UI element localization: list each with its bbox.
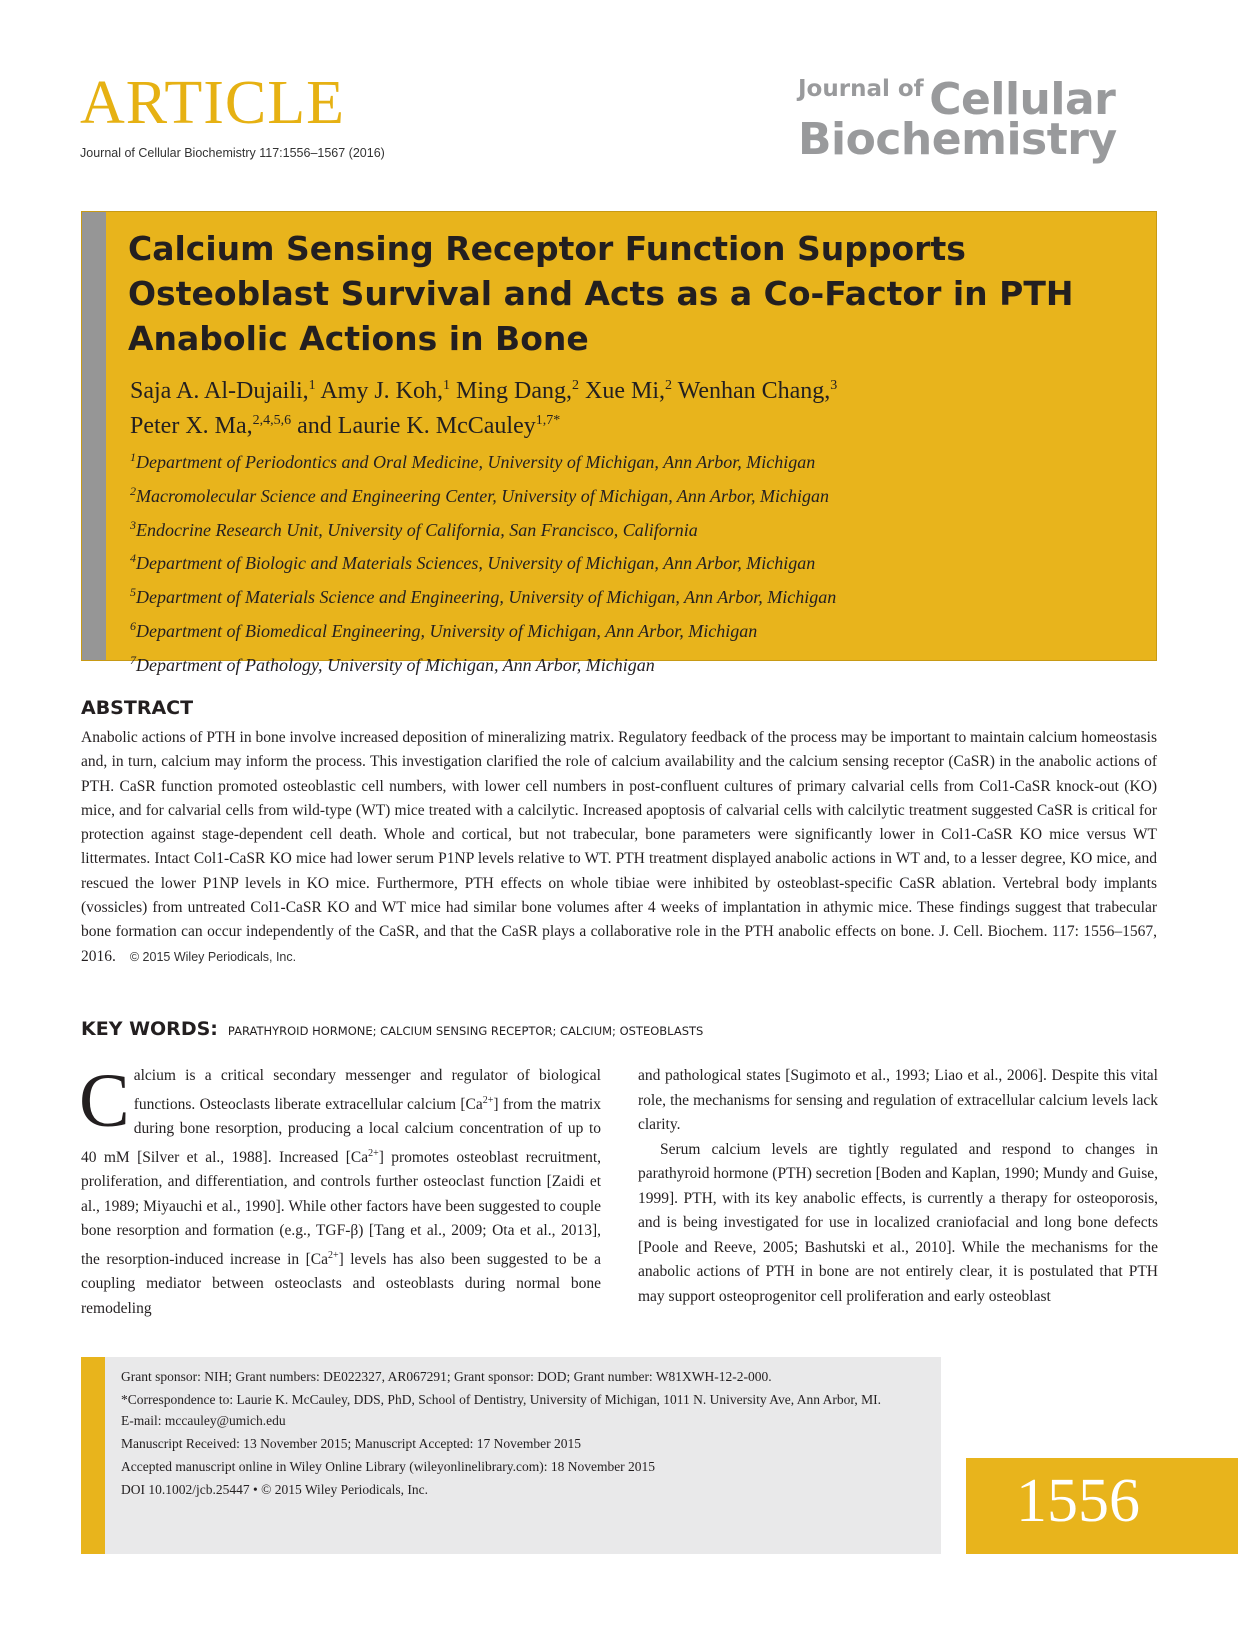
author-list xyxy=(130,371,1130,441)
body-paragraph: Serum calcium levels are tightly regulated and respond to changes in parathyroid hormone (PTH) secretion [Boden and Kaplan, 1990; Mundy and Guise, 1999]. PTH, with its key anabolic effects, is currently a therapy for osteoporosis, and is being investigated for use in localized craniofacial and long bone defects [Poole and Reeve, 2005; Bashutski et al., 2010]. While the mechanisms for the anabolic actions of PTH in bone are not entirely clear, it is postulated that PTH may support osteoprogenitor cell proliferation and early osteoblast xyxy=(638,1140,1158,1305)
body-column-left xyxy=(79,1059,602,1321)
logo-journal-of: Journal of xyxy=(798,76,924,102)
body-paragraph: Calcium is a critical secondary messenger and regulator of biological functions. Osteoclasts liberate extracellular calcium $[Ca^{2+}]$ from the matrix during bone resorption, producing a local calcium concentration of up to 40 mM [Silver et al., 1988]. Increased $[Ca^{2+}]$ promotes osteoblast recruitment, proliferation, and differentiation, and controls further osteoclast function [Zaidi et al., 1989; Miyauchi et al., 1990]. While other factors have been suggested to couple bone resorption and formation (e.g., TGF-β) [Tang et al., 2009; Ota et al., 2013], the resorption-induced increase in $[Ca^{2+}]$ levels has also been suggested to be a coupling mediator between osteoclasts and osteoblasts during normal bone remodeling xyxy=(79,1059,602,1317)
author: Peter X. Ma,$^{2,4,5,6}$ xyxy=(130,413,292,439)
online-note: Accepted manuscript online in Wiley Online Library (wileyonlinelibrary.com): 18 November 2015 xyxy=(121,1459,656,1475)
page-number: 1556 xyxy=(1016,1467,1140,1535)
title-box xyxy=(81,211,1157,675)
grant-note: Grant sponsor: NIH; Grant numbers: DE022327, AR067291; Grant sponsor: DOD; Grant number: W81XWH-12-2-000. xyxy=(121,1369,772,1384)
doi-note: DOI 10.1002/jcb.25447 • © 2015 Wiley Periodicals, Inc. xyxy=(121,1482,429,1498)
author: Xue Mi,$^2$ xyxy=(585,378,673,404)
affiliation-list xyxy=(130,443,1140,680)
footnote-accent-bar xyxy=(81,1357,105,1554)
keywords xyxy=(81,1018,1157,1040)
footnote-box xyxy=(81,1357,941,1554)
article-label: ARTICLE xyxy=(80,69,346,137)
title-box-accent-bar xyxy=(82,212,106,660)
affiliation: $^6$Department of Biomedical Engineering, University of Michigan, Ann Arbor, Michigan xyxy=(130,618,758,641)
affiliation: $^7$Department of Pathology, University of Michigan, Ann Arbor, Michigan xyxy=(130,652,655,675)
journal-logo xyxy=(798,74,1168,165)
affiliation: $^5$Department of Materials Science and Engineering, University of Michigan, Ann Arbor, Michigan xyxy=(130,585,837,608)
author: Saja A. Al-Dujaili,$^1$ xyxy=(130,378,316,404)
abstract-copyright: © 2015 Wiley Periodicals, Inc. xyxy=(129,949,297,964)
drop-cap: C xyxy=(79,1059,130,1143)
author: Ming Dang,$^2$ xyxy=(456,378,580,404)
correspondence-note: *Correspondence to: Laurie K. McCauley, DDS, PhD, School of Dentistry, University of Michigan, 1011 N. University Ave, Ann Arbor, MI. xyxy=(121,1392,881,1408)
affiliation: $^4$Department of Biologic and Materials Sciences, University of Michigan, Ann Arbor, Michigan xyxy=(130,551,816,574)
author: Amy J. Koh,$^1$ xyxy=(320,378,451,404)
logo-biochemistry: Biochemistry xyxy=(798,114,1117,165)
affiliation: $^1$Department of Periodontics and Oral Medicine, University of Michigan, Ann Arbor, Michigan xyxy=(130,450,816,472)
body-column-right xyxy=(638,1064,1158,1309)
journal-citation: Journal of Cellular Biochemistry 117:1556–1567 (2016) xyxy=(80,146,385,160)
author: Wenhan Chang,$^3$ xyxy=(677,378,838,404)
keywords-label: KEY WORDS: xyxy=(81,1018,218,1040)
abstract-heading: ABSTRACT xyxy=(81,697,194,719)
author: and Laurie K. McCauley$^{1,7*}$ xyxy=(297,413,561,439)
email-note: E-mail: mccauley@umich.edu xyxy=(121,1412,286,1428)
article-title: Calcium Sensing Receptor Function Supports Osteoblast Survival and Acts as a Co-Factor in PTH Anabolic Actions in Bone xyxy=(128,229,1074,358)
abstract-text: Anabolic actions of PTH in bone involve increased deposition of mineralizing matrix. Regulatory feedback of the process may be important to maintain calcium homeostasis and, in turn, calcium may inform the process. This investigation clarified the role of calcium availability and the calcium sensing receptor (CaSR) in the anabolic actions of PTH. CaSR function promoted osteoblastic cell numbers, with lower cell numbers in post-confluent cultures of primary calvarial cells from Col1-CaSR knock-out (KO) mice, and for calvarial cells from wild-type (WT) mice treated with a calcilytic. Increased apoptosis of calvarial cells with calcilytic treatment suggested CaSR is critical for protection against stage-dependent cell death. Whole and cortical, but not trabecular, bone parameters were significantly lower in Col1-CaSR KO mice versus WT littermates. Intact Col1-CaSR KO mice had lower serum P1NP levels relative to WT. PTH treatment displayed anabolic actions in WT and, to a lesser degree, KO mice, and rescued the lower P1NP levels in KO mice. Furthermore, PTH effects on whole tibiae were inhibited by osteoblast-specific CaSR ablation. Vertebral body implants (vossicles) from untreated Col1-CaSR KO and WT mice had similar bone volumes after 4 weeks of implantation in athymic mice. These findings suggest that trabecular bone formation can occur independently of the CaSR, and that the CaSR plays a collaborative role in the PTH anabolic effects on bone. J. Cell. Biochem. 117: 1556–1567, 2016. © 2015 Wiley Periodicals, Inc. xyxy=(81,729,1157,965)
manuscript-dates: Manuscript Received: 13 November 2015; Manuscript Accepted: 17 November 2015 xyxy=(121,1435,582,1451)
affiliation: $^3$Endocrine Research Unit, University of California, San Francisco, California xyxy=(130,517,698,540)
keywords-terms: PARATHYROID HORMONE; CALCIUM SENSING RECEPTOR; CALCIUM; OSTEOBLASTS xyxy=(227,1024,704,1038)
logo-cellular: Cellular xyxy=(929,74,1116,125)
body-paragraph: and pathological states [Sugimoto et al., 1993; Liao et al., 2006]. Despite this vital role, the mechanisms for sensing and regulation of extracellular calcium levels lack clarity. xyxy=(638,1067,1158,1133)
affiliation: $^2$Macromolecular Science and Engineering Center, University of Michigan, Ann Arbor, Michigan xyxy=(130,483,830,506)
page-number-box xyxy=(966,1458,1238,1554)
